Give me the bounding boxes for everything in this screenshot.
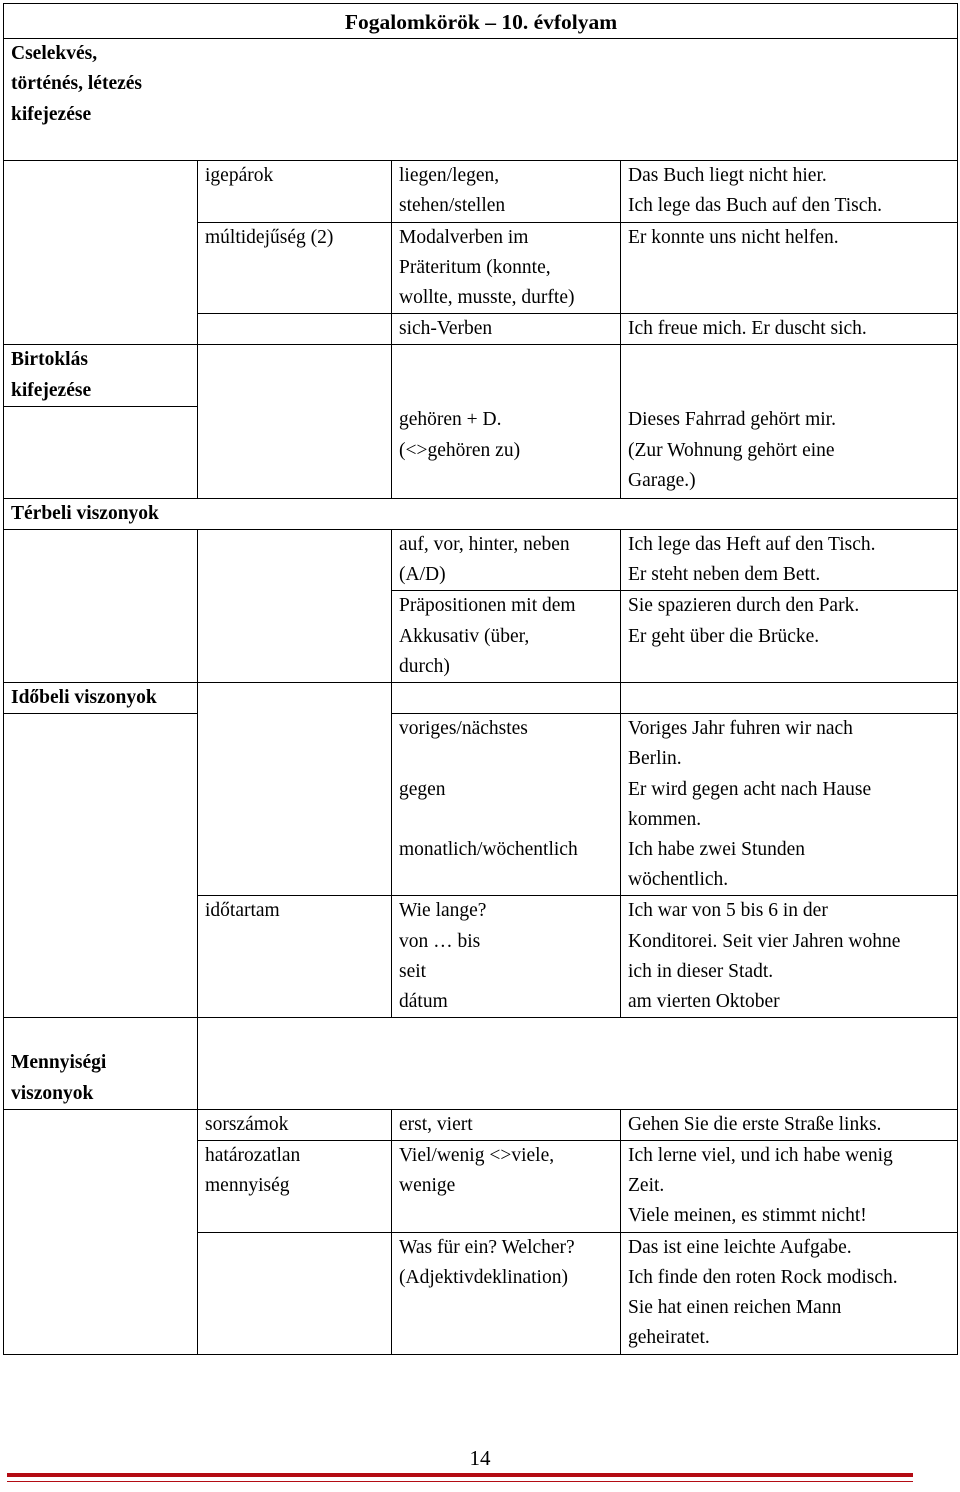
example-cell [621, 714, 958, 896]
item-gap [399, 805, 614, 835]
example-line: geheiratet. [628, 1327, 710, 1349]
example-line: Er wird gegen acht nach Hause [628, 778, 872, 800]
item-line: seit [399, 960, 427, 982]
footer-rule [7, 1473, 913, 1477]
item-gap [399, 744, 614, 774]
row-praep-ad [4, 530, 958, 591]
section-line: Cselekvés, [11, 43, 98, 65]
example-line: Garage.) [628, 469, 696, 491]
item-line: (A/D) [399, 564, 446, 586]
example-line: Ich habe zwei Stunden [628, 839, 806, 861]
example-cell [621, 1141, 958, 1233]
topic-cell: időtartam [198, 896, 392, 1018]
item-line: Akkusativ (über, [399, 625, 530, 647]
spacer-cell [198, 1018, 958, 1110]
left-blank [4, 1109, 198, 1354]
item-line: Was für ein? Welcher? [399, 1236, 575, 1258]
example-cell [621, 161, 958, 222]
item-line: durch) [399, 655, 450, 677]
example-line: Voriges Jahr fuhren wir nach [628, 718, 853, 740]
row-sorszamok [4, 1109, 958, 1140]
item-line: Modalverben im [399, 226, 529, 248]
topic-cell [198, 1141, 392, 1233]
item-line: auf, vor, hinter, neben [399, 534, 570, 556]
page-title: Fogalomkörök – 10. évfolyam [4, 4, 958, 39]
left-blank [4, 530, 198, 683]
example-line: Ich lerne viel, und ich habe wenig [628, 1145, 893, 1167]
item-cell [392, 896, 621, 1018]
item-line: (<>gehören zu) [399, 439, 521, 461]
example-line: Konditorei. Seit vier Jahren wohne [628, 930, 901, 952]
example-line: ich in dieser Stadt. [628, 960, 774, 982]
example-line: Sie spazieren durch den Park. [628, 595, 860, 617]
item-cell [392, 714, 621, 896]
topic-blank [198, 683, 392, 896]
row-zeit [4, 714, 958, 896]
left-blank [4, 406, 198, 498]
item-line: wollte, musste, durfte) [399, 287, 575, 309]
example-line: Dieses Fahrrad gehört mir. [628, 409, 836, 431]
item-line: gegen [399, 778, 446, 800]
topic-cell: sorszámok [198, 1109, 392, 1140]
example-line: Er geht über die Brücke. [628, 625, 820, 647]
item-gap [399, 865, 614, 895]
concept-table [3, 3, 958, 1355]
section-gap [11, 1018, 191, 1048]
example-line: Er konnte uns nicht helfen. [628, 226, 839, 248]
topic-line: határozatlan [205, 1145, 301, 1167]
item-line: stehen/stellen [399, 195, 506, 217]
example-line: Gehen Sie die erste Straße links. [628, 1113, 882, 1135]
item-line: dátum [399, 991, 448, 1013]
item-cell [392, 161, 621, 222]
example-cell [621, 314, 958, 345]
example-line: Zeit. [628, 1175, 665, 1197]
example-cell [621, 896, 958, 1018]
topic-blank [198, 314, 392, 345]
example-cell [621, 530, 958, 591]
example-line: Ich war von 5 bis 6 in der [628, 900, 828, 922]
section-line: Mennyiségi [11, 1052, 107, 1074]
example-cell [621, 591, 958, 683]
item-cell [392, 1232, 621, 1354]
section-terbeli: Térbeli viszonyok [4, 498, 958, 529]
example-line: wöchentlich. [628, 869, 729, 891]
section-birtoklas [4, 345, 198, 406]
item-line: monatlich/wöchentlich [399, 839, 578, 861]
item-line: Präpositionen mit dem [399, 595, 576, 617]
spacer-cell [621, 683, 958, 714]
item-line: Wie lange? [399, 900, 487, 922]
section-line: kifejezése [11, 379, 92, 401]
example-line: Sie hat einen reichen Mann [628, 1297, 842, 1319]
topic-cell: múltidejűség (2) [198, 222, 392, 314]
example-line: Das Buch liegt nicht hier. [628, 165, 827, 187]
left-blank [4, 161, 198, 345]
item-cell [392, 591, 621, 683]
section-line: Birtoklás [11, 349, 88, 371]
spacer-cell [392, 683, 621, 714]
section-line: történés, létezés [11, 73, 143, 95]
example-line: Viele meinen, es stimmt nicht! [628, 1205, 867, 1227]
page-number: 14 [469, 1446, 491, 1470]
section-line: kifejezése [11, 103, 92, 125]
item-line: liegen/legen, [399, 165, 500, 187]
example-line: Ich lege das Heft auf den Tisch. [628, 534, 876, 556]
section-idobeli: Időbeli viszonyok [4, 683, 198, 714]
example-cell [621, 1109, 958, 1140]
example-line: Ich lege das Buch auf den Tisch. [628, 195, 882, 217]
item-line: (Adjektivdeklination) [399, 1266, 568, 1288]
item-line: gehören + D. [399, 409, 502, 431]
topic-blank [198, 345, 392, 498]
example-line: Das ist eine leichte Aufgabe. [628, 1236, 852, 1258]
section-cselekves [4, 39, 958, 161]
item-line: wenige [399, 1175, 456, 1197]
example-line: Ich finde den roten Rock modisch. [628, 1266, 898, 1288]
item-cell [392, 530, 621, 591]
left-blank [4, 714, 198, 1018]
item-line: voriges/nächstes [399, 718, 528, 740]
example-line: (Zur Wohnung gehört eine [628, 439, 835, 461]
example-line: Ich freue mich. Er duscht sich. [628, 318, 867, 340]
example-line: am vierten Oktober [628, 991, 780, 1013]
section-line: viszonyok [11, 1082, 94, 1104]
item-cell [392, 1109, 621, 1140]
item-line: von … bis [399, 930, 481, 952]
item-cell [392, 1141, 621, 1233]
footer-rule-thin [7, 1481, 913, 1482]
item-cell [392, 314, 621, 345]
example-cell [621, 222, 958, 314]
topic-cell: igepárok [198, 161, 392, 222]
item-line: Viel/wenig <>viele, [399, 1145, 555, 1167]
item-cell [392, 222, 621, 314]
item-line: sich-Verben [399, 318, 493, 340]
item-cell [392, 345, 621, 498]
example-line: kommen. [628, 808, 702, 830]
item-line: erst, viert [399, 1113, 473, 1135]
topic-blank [198, 1232, 392, 1354]
example-cell [621, 345, 958, 498]
example-line: Er steht neben dem Bett. [628, 564, 821, 586]
topic-blank [198, 530, 392, 683]
example-cell [621, 1232, 958, 1354]
item-line: Präteritum (konnte, [399, 256, 551, 278]
row-igeparok [4, 161, 958, 222]
topic-line: mennyiség [205, 1175, 290, 1197]
example-line: Berlin. [628, 748, 682, 770]
section-mennyisegi [4, 1018, 198, 1110]
